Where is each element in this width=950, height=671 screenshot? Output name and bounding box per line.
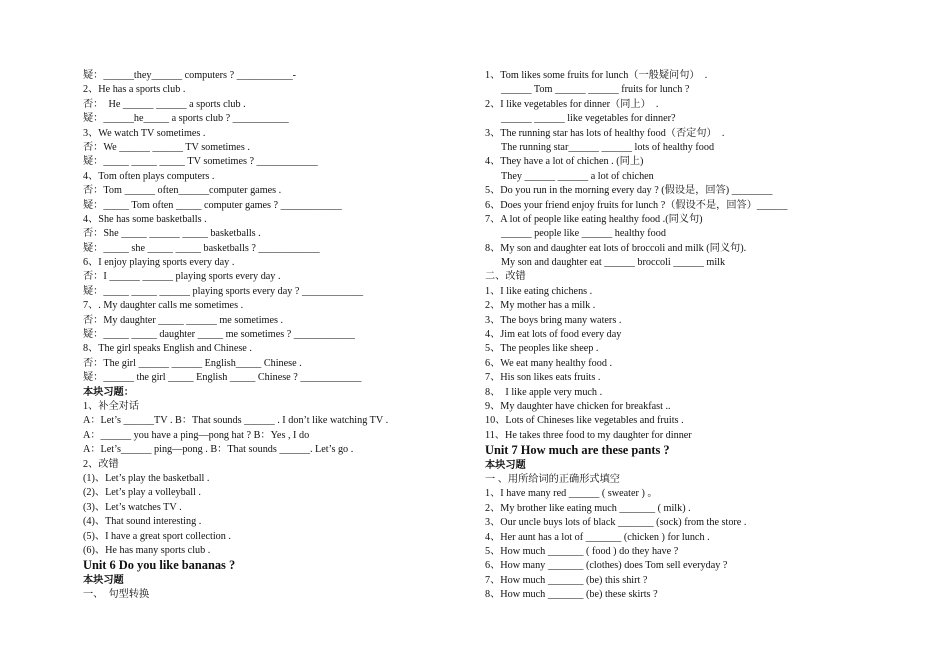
left-line: 1、补全对话 — [83, 400, 140, 412]
right-line: 1、Tom likes some fruits for lunch（一般疑问句） . — [485, 70, 708, 81]
right-line: 5、The peoples like sheep . — [485, 343, 599, 355]
section-label: 本块习题 — [83, 574, 124, 586]
right-line: 7、His son likes eats fruits . — [485, 372, 601, 384]
left-line: (3)、Let’s watches TV . — [83, 501, 182, 513]
right-line: 2、My brother like eating much _______ ( milk) . — [485, 502, 691, 514]
left-line: (5)、I have a great sport collection . — [83, 530, 231, 542]
right-column — [485, 69, 940, 602]
left-line: 7、. My daughter calls me sometimes . — [83, 300, 244, 312]
left-line: 否：I ______ ______ playing sports every day . — [83, 271, 281, 283]
left-line: 否：The girl ______ ______ English_____ Chinese . — [83, 357, 302, 369]
left-line: 4、Tom often plays computers . — [83, 170, 215, 182]
left-line: 疑：______ the girl _____ English _____ Chinese ? ____________ — [83, 372, 362, 384]
right-line: 4、They have a lot of chichen . (同上) — [485, 156, 644, 168]
right-line: 1、I like eating chichens . — [485, 285, 593, 297]
right-line: 11、He takes three food to my daughter for dinner — [485, 429, 692, 441]
left-line: A：Let’s______ ping—pong . B：That sounds ______. Let’s go . — [83, 444, 354, 456]
right-line: 6、We eat many healthy food . — [485, 357, 613, 369]
right-line: 2、My mother has a milk . — [485, 300, 596, 312]
left-line: 否：We ______ ______ TV sometimes . — [83, 141, 250, 153]
right-line: 4、Her aunt has a lot of _______ (chicken ) for lunch . — [485, 531, 710, 543]
right-line: The running star______ ______ lots of healthy food — [501, 141, 715, 153]
left-column — [83, 69, 478, 602]
left-line: 一、 句型转换 — [83, 589, 150, 601]
right-line: 6、How many _______ (clothes) does Tom sell everyday ? — [485, 560, 728, 572]
right-line: ______ ______ like vegetables for dinner? — [501, 113, 676, 125]
right-line: 5、Do you run in the morning every day ? (假设是，回答) ________ — [485, 185, 773, 197]
unit-heading: Unit 6 Do you like bananas ? — [83, 558, 236, 573]
left-line: 疑：_____ _____ daughter _____ me sometimes ? ____________ — [83, 329, 355, 341]
right-line: 4、Jim eat lots of food every day — [485, 329, 622, 341]
left-line: A：______ you have a ping—pong hat ? B：Yes , I do — [83, 429, 310, 441]
right-line: 10、Lots of Chineses like vegetables and fruits . — [485, 415, 684, 427]
left-line: (2)、Let’s play a volleyball . — [83, 487, 201, 499]
section-label: 本块习题 — [485, 459, 526, 471]
left-line: 3、We watch TV sometimes . — [83, 127, 206, 139]
right-line: ______ people like ______ healthy food — [501, 228, 666, 240]
right-line: 8、 I like apple very much . — [485, 386, 603, 398]
right-line: 8、How much _______ (be) these skirts ? — [485, 589, 658, 601]
left-line: 2、改错 — [83, 458, 119, 470]
section-label: 本块习题： — [83, 386, 134, 398]
right-line: 3、Our uncle buys lots of black _______ (sock) from the store . — [485, 517, 747, 529]
right-line: They ______ ______ a lot of chichen — [501, 170, 654, 182]
right-line: My son and daughter eat ______ broccoli ______ milk — [501, 257, 726, 269]
right-line: ______ Tom ______ ______ fruits for lunch ? — [501, 84, 690, 96]
left-line: 2、He has a sports club . — [83, 84, 186, 96]
right-line: 二、改错 — [485, 271, 526, 283]
left-line: (6)、He has many sports club . — [83, 544, 211, 556]
right-line: 1、I have many red ______ ( sweater ) 。 — [485, 488, 658, 500]
left-line: 疑：_____ _____ ______ playing sports every day ? ____________ — [83, 285, 364, 297]
left-line: 否：My daughter _____ ______ me sometimes . — [83, 314, 284, 326]
left-line: 否： He ______ ______ a sports club . — [83, 98, 246, 110]
right-line: 9、My daughter have chicken for breakfast .. — [485, 400, 671, 412]
left-line: 疑：_____ she _____ _____ basketballs ? ____________ — [83, 242, 320, 254]
left-line: 疑：______he_____ a sports club ? ___________ — [83, 113, 289, 125]
right-line: 6、Does your friend enjoy fruits for lunch ?（假设不是，回答）______ — [485, 199, 788, 211]
right-line: 7、How much _______ (be) this shirt ? — [485, 574, 648, 586]
left-line: 否：Tom ______ often______computer games . — [83, 185, 282, 197]
left-line: 疑：______they______ computers ? ___________- — [83, 70, 297, 81]
left-line: 8、The girl speaks English and Chinese . — [83, 343, 252, 355]
left-line: 疑：_____ _____ _____ TV sometimes ? ____________ — [83, 156, 318, 168]
left-line: 否：She _____ ______ _____ basketballs . — [83, 228, 261, 240]
left-line: (1)、Let’s play the basketball . — [83, 472, 210, 484]
right-line: 3、The boys bring many waters . — [485, 314, 622, 326]
left-line: 6、I enjoy playing sports every day . — [83, 257, 235, 269]
right-line: 5、How much _______ ( food ) do they have ? — [485, 545, 679, 557]
unit-heading: Unit 7 How much are these pants ? — [485, 443, 670, 458]
right-line: 2、I like vegetables for dinner（同上） . — [485, 98, 659, 110]
right-line: 一 、用所给词的正确形式填空 — [485, 473, 620, 485]
right-line: 3、The running star has lots of healthy food（否定句） . — [485, 127, 725, 139]
right-line: 7、A lot of people like eating healthy food .(同义句) — [485, 213, 703, 225]
right-line: 8、My son and daughter eat lots of broccoli and milk (同义句). — [485, 242, 747, 254]
left-line: (4)、That sound interesting . — [83, 516, 202, 528]
left-line: 疑：_____ Tom often _____ computer games ? ____________ — [83, 199, 342, 211]
left-line: A：Let’s ______TV . B：That sounds ______ . I don’t like watching TV . — [83, 415, 389, 427]
left-line: 4、She has some basketballs . — [83, 213, 207, 225]
